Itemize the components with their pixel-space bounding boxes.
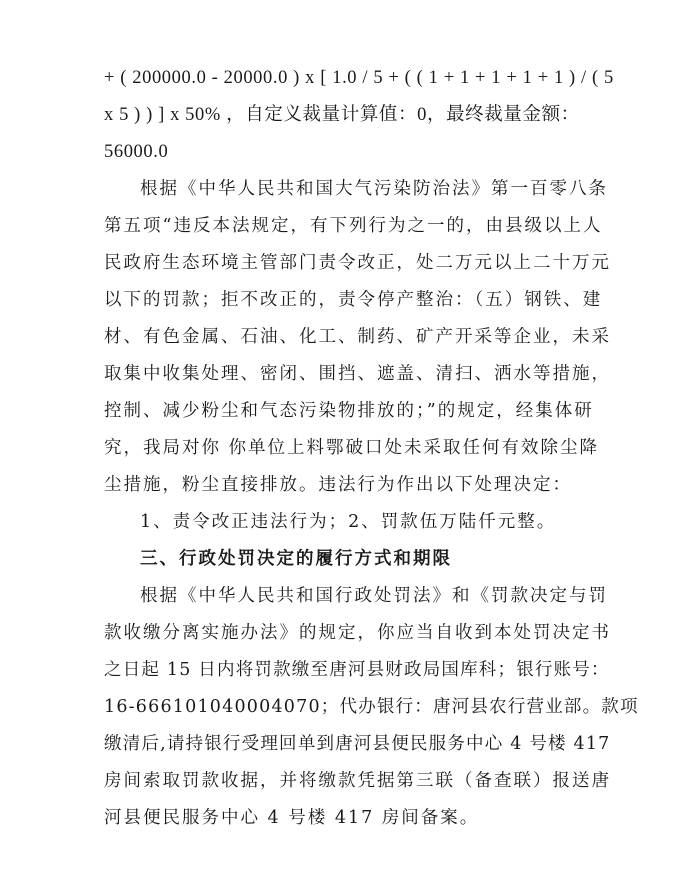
- paragraph-line: 根据《中华人民共和国大气污染防治法》第一百零八条: [140, 179, 608, 199]
- paragraph-line: 控制、减少粉尘和气态污染物排放的；”的规定，经集体研: [104, 401, 594, 421]
- paragraph-line: 民政府生态环境主管部门责令改正，处二万元以上二十万元: [104, 253, 611, 273]
- paragraph-line: 取集中收集处理、密闭、围挡、遮盖、清扫、洒水等措施，: [104, 364, 611, 384]
- section-heading: 三、行政处罚决定的履行方式和期限: [140, 549, 452, 569]
- paragraph-line: 第五项“违反本法规定，有下列行为之一的，由县级以上人: [104, 216, 603, 236]
- paragraph-line: 之日起 15 日内将罚款缴至唐河县财政局国库科；银行账号：: [104, 660, 610, 680]
- paragraph-line: 河县便民服务中心 4 号楼 417 房间备案。: [104, 808, 480, 828]
- paragraph-line: 以下的罚款；拒不改正的，责令停产整治：（五）钢铁、建: [104, 290, 603, 310]
- paragraph-line: 房间索取罚款收据，并将缴款凭据第三联（备查联）报送唐: [104, 771, 611, 791]
- formula-line-2: x 5 ) ) ] x 50% ，自定义裁量计算值：0，最终裁量金额：: [104, 105, 580, 125]
- formula-line-1: + ( 200000.0 - 20000.0 ) x [ 1.0 / 5 + ( ( 1 + 1 + 1 + 1 + 1 ) / ( 5: [104, 68, 614, 88]
- final-amount-line: 56000.0: [104, 142, 169, 162]
- decision-items-line: 1、责令改正违法行为；2、罚款伍万陆仟元整。: [140, 512, 557, 532]
- paragraph-line: 根据《中华人民共和国行政处罚法》和《罚款决定与罚: [140, 586, 608, 606]
- paragraph-line: 款收缴分离实施办法》的规定，你应当自收到本处罚决定书: [104, 623, 611, 643]
- paragraph-line: 尘措施，粉尘直接排放。违法行为作出以下处理决定：: [104, 475, 572, 495]
- bank-account-line: 16-666101040004070；代办银行：唐河县农行营业部。款项: [104, 697, 639, 717]
- paragraph-line: 究，我局对你 你单位上料鄂破口处未采取任何有效除尘降: [104, 438, 600, 458]
- paragraph-line: 缴清后,请持银行受理回单到唐河县便民服务中心 4 号楼 417: [104, 734, 611, 754]
- paragraph-line: 材、有色金属、石油、化工、制药、矿产开采等企业，未采: [104, 327, 611, 347]
